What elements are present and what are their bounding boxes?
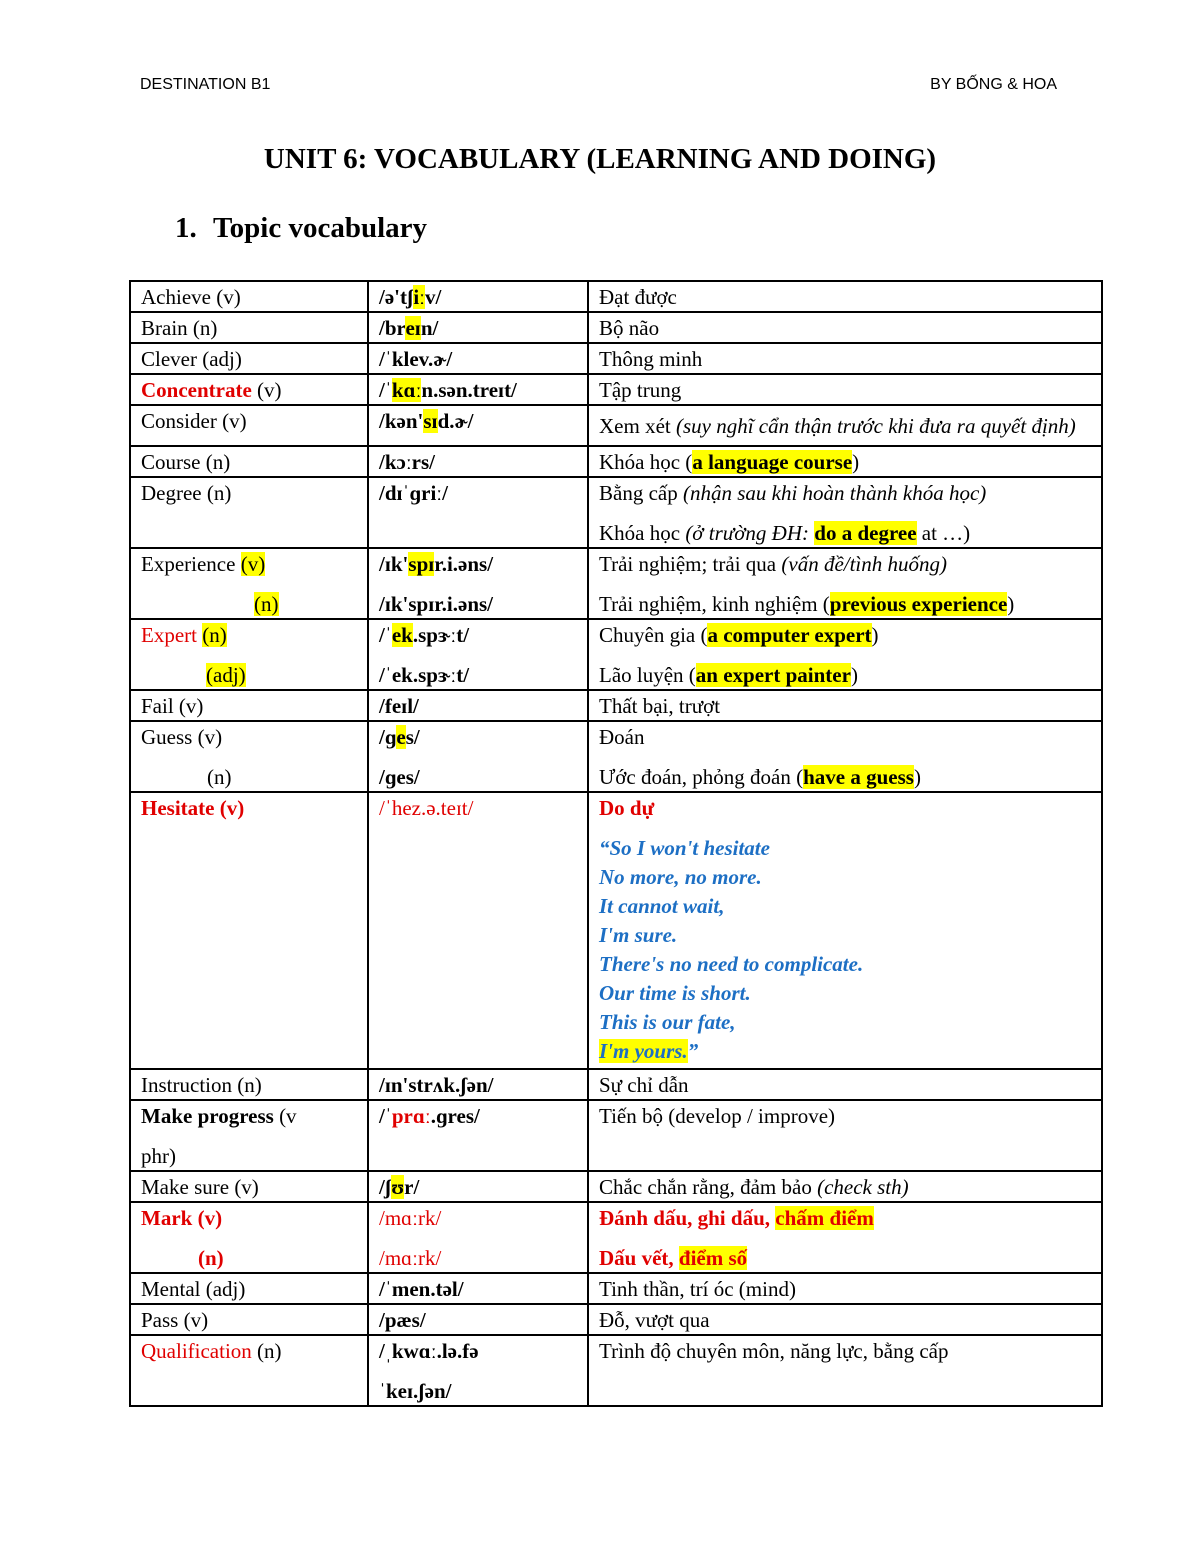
ipa-cell: /dɪˈɡriː/: [368, 477, 588, 548]
word-cell: Brain (n): [130, 312, 368, 343]
word-cell: Instruction (n): [130, 1069, 368, 1100]
song-lyrics: “So I won't hesitate No more, no more. It cannot wait, I'm sure. There's no need to complicate. Our time is short. This is our fate, I'm yours.”: [599, 836, 864, 1063]
word-cell: Experience (v) (n): [130, 548, 368, 619]
table-row: [130, 1069, 1102, 1100]
ipa-cell: /ˈkɑːn.sən.treɪt/: [368, 374, 588, 405]
meaning-cell: Đoán Ước đoán, phỏng đoán (have a guess): [588, 721, 1102, 792]
ipa-cell: /ɪn'strʌk.ʃən/: [368, 1069, 588, 1100]
ipa-cell: /ʃʊr/: [368, 1171, 588, 1202]
word-cell: Consider (v): [130, 405, 368, 446]
table-row: [130, 1171, 1102, 1202]
table-row: [130, 1100, 1102, 1171]
table-row: [130, 281, 1102, 312]
ipa-cell: /kɔːrs/: [368, 446, 588, 477]
word: Achieve: [141, 285, 211, 309]
ipa-cell: /mɑːrk/ /mɑːrk/: [368, 1202, 588, 1273]
word-cell: Guess (v) (n): [130, 721, 368, 792]
table-row: [130, 405, 1102, 446]
word-cell: [130, 281, 368, 312]
table-row: [130, 477, 1102, 548]
meaning-cell: Thất bại, trượt: [588, 690, 1102, 721]
meaning-cell: Thông minh: [588, 343, 1102, 374]
word-cell: Make progress (v phr): [130, 1100, 368, 1171]
meaning-cell: Do dự “So I won't hesitate No more, no more. It cannot wait, I'm sure. There's no need to complicate. Our time is short. This is our fate, I'm yours.”: [588, 792, 1102, 1069]
ipa-cell: /feɪl/: [368, 690, 588, 721]
meaning-cell: Tinh thần, trí óc (mind): [588, 1273, 1102, 1304]
table-row: [130, 792, 1102, 1069]
section-heading: [175, 212, 427, 245]
page-title: UNIT 6: VOCABULARY (LEARNING AND DOING): [263, 143, 937, 175]
table-row: [130, 374, 1102, 405]
ipa-cell: /ɡes/ /ɡes/: [368, 721, 588, 792]
table-row: [130, 1335, 1102, 1406]
word-cell: Expert (n) (adj): [130, 619, 368, 690]
word-cell: Concentrate (v): [130, 374, 368, 405]
table-row: [130, 1304, 1102, 1335]
meaning-cell: Xem xét (suy nghĩ cẩn thận trước khi đưa ra quyết định): [588, 405, 1102, 446]
meaning-cell: Đánh dấu, ghi dấu, chấm điểm Dấu vết, điểm số: [588, 1202, 1102, 1273]
word-cell: Pass (v): [130, 1304, 368, 1335]
word-cell: Fail (v): [130, 690, 368, 721]
ipa-cell: /ˌkwɑː.lə.fə ˈkeɪ.ʃən/: [368, 1335, 588, 1406]
ipa-cell: /breɪn/: [368, 312, 588, 343]
word-cell: Clever (adj): [130, 343, 368, 374]
word-cell: Qualification (n): [130, 1335, 368, 1406]
table-row: [130, 343, 1102, 374]
word-cell: Mark (v) (n): [130, 1202, 368, 1273]
meaning-cell: Tập trung: [588, 374, 1102, 405]
ipa-cell: /ˈhez.ə.teɪt/: [368, 792, 588, 1069]
table-row: [130, 690, 1102, 721]
header-right: BY BỐNG & HOA: [930, 76, 1057, 93]
table-row: [130, 312, 1102, 343]
table-row: [130, 446, 1102, 477]
ipa-cell: /ˈmen.təl/: [368, 1273, 588, 1304]
word-cell: Course (n): [130, 446, 368, 477]
table-row: [130, 619, 1102, 690]
section-title: Topic vocabulary: [213, 212, 428, 244]
word-cell: Mental (adj): [130, 1273, 368, 1304]
table-row: [130, 548, 1102, 619]
ipa-cell: /pæs/: [368, 1304, 588, 1335]
meaning-cell: Đỗ, vượt qua: [588, 1304, 1102, 1335]
meaning-cell: Chuyên gia (a computer expert) Lão luyện (an expert painter): [588, 619, 1102, 690]
table-row: [130, 721, 1102, 792]
section-number: 1.: [175, 212, 197, 244]
meaning-cell: Chắc chắn rằng, đảm bảo (check sth): [588, 1171, 1102, 1202]
meaning-cell: Khóa học (a language course): [588, 446, 1102, 477]
word-cell: Hesitate (v): [130, 792, 368, 1069]
meaning-cell: Bộ não: [588, 312, 1102, 343]
meaning-cell: Trình độ chuyên môn, năng lực, bằng cấp: [588, 1335, 1102, 1406]
meaning-cell: Bằng cấp (nhận sau khi hoàn thành khóa học) Khóa học (ở trường ĐH: do a degree at …): [588, 477, 1102, 548]
ipa-cell: /ˈklev.ɚ/: [368, 343, 588, 374]
table-row: [130, 1273, 1102, 1304]
meaning-cell: Trải nghiệm; trải qua (vấn đề/tình huống) Trải nghiệm, kinh nghiệm (previous experience): [588, 548, 1102, 619]
ipa-cell: /ə'tʃiːv/: [368, 281, 588, 312]
vocabulary-table: [129, 280, 1103, 1407]
table-row: [130, 1202, 1102, 1273]
word-cell: Make sure (v): [130, 1171, 368, 1202]
ipa-cell: /ˈek.spɝːt/ /ˈek.spɝːt/: [368, 619, 588, 690]
ipa-cell: /ˈprɑː.ɡres/: [368, 1100, 588, 1171]
meaning-cell: Tiến bộ (develop / improve): [588, 1100, 1102, 1171]
ipa-cell: /ɪk'spɪr.i.əns/ /ɪk'spɪr.i.əns/: [368, 548, 588, 619]
header-left: DESTINATION B1: [140, 76, 271, 93]
meaning-cell: Đạt được: [588, 281, 1102, 312]
ipa-cell: /kən'sɪd.ɚ/: [368, 405, 588, 446]
part-of-speech: (v): [216, 285, 241, 309]
word-cell: Degree (n): [130, 477, 368, 548]
meaning-cell: Sự chỉ dẫn: [588, 1069, 1102, 1100]
